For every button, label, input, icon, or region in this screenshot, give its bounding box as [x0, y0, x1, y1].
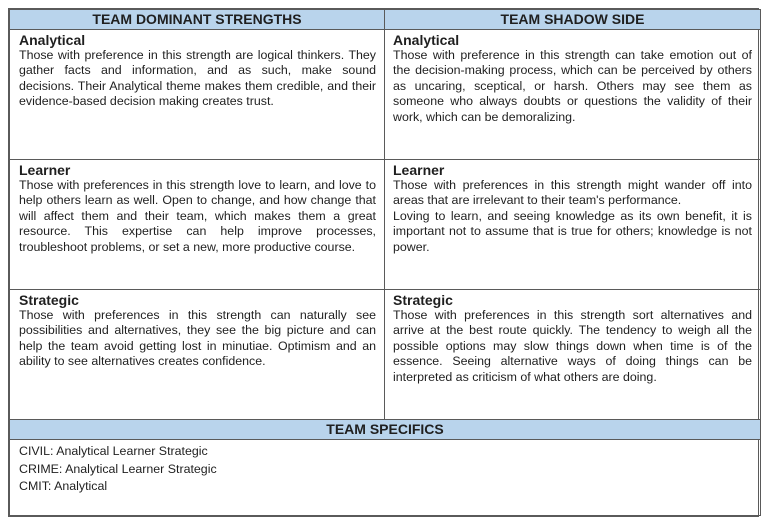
shadow-description: Those with preferences in this strength might wander off into areas that are irrelevant to their team's performance.: [393, 178, 752, 208]
strength-title: Learner: [19, 162, 71, 178]
shadow-title: Learner: [393, 162, 445, 178]
shadow-title: Analytical: [393, 32, 460, 48]
shadow-description-continued: Loving to learn, and seeing knowledge as its own benefit, it is important not to assume that is true for others; knowledge is not power.: [393, 208, 752, 254]
strength-cell-learner: [10, 160, 385, 290]
table-row: [10, 30, 761, 160]
strengths-table: [9, 9, 761, 516]
table-row: [10, 290, 761, 420]
shadow-cell-analytical: [385, 30, 761, 160]
strength-description: Those with preferences in this strength love to learn, and love to help others learn as well. Open to change, and how change that will affect them and their team, which makes them a great resource. This expertise can help improve processes, troubleshoot problems, or set a new, more productive course.: [19, 178, 376, 254]
strength-title: Strategic: [19, 292, 79, 308]
shadow-description: Those with preferences in this strength sort alternatives and arrive at the best route quickly. The tendency to weigh all the possible options may slow things down when time is of the essence. Seeing alternative ways of doing things can be interpreted as criticism of what others are doing.: [393, 308, 752, 384]
shadow-column-header: TEAM SHADOW SIDE: [385, 10, 761, 30]
table-row: [10, 160, 761, 290]
specifics-line: CMIT: Analytical: [19, 479, 108, 493]
shadow-title: Strategic: [393, 292, 453, 308]
team-strengths-document: [8, 8, 759, 517]
shadow-cell-strategic: [385, 290, 761, 420]
specifics-cell: [10, 440, 761, 516]
strength-title: Analytical: [19, 32, 86, 48]
strength-cell-analytical: [10, 30, 385, 160]
strengths-column-header: TEAM DOMINANT STRENGTHS: [10, 10, 385, 30]
strength-description: Those with preferences in this strength can naturally see possibilities and alternatives, they see the big picture and can help the team avoid getting lost in minutiae. Optimism and an ability to see alternatives creates confidence.: [19, 308, 376, 369]
shadow-cell-learner: [385, 160, 761, 290]
specifics-line: CRIME: Analytical Learner Strategic: [19, 461, 217, 476]
strength-cell-strategic: [10, 290, 385, 420]
specifics-header: TEAM SPECIFICS: [10, 420, 761, 440]
shadow-description: Those with preference in this strength can take emotion out of the decision-making process, which can be perceived by others as uncaring, sceptical, or harsh. Others may see them as someone who always doubts or questions the validity of their work, which can be demoralizing.: [393, 48, 752, 124]
strength-description: Those with preference in this strength are logical thinkers. They gather facts and information, and as such, make sound decisions. Their Analytical theme makes them credible, and their evidence-based decision making creates trust.: [19, 48, 376, 109]
specifics-line: CIVIL: Analytical Learner Strategic: [19, 444, 208, 458]
